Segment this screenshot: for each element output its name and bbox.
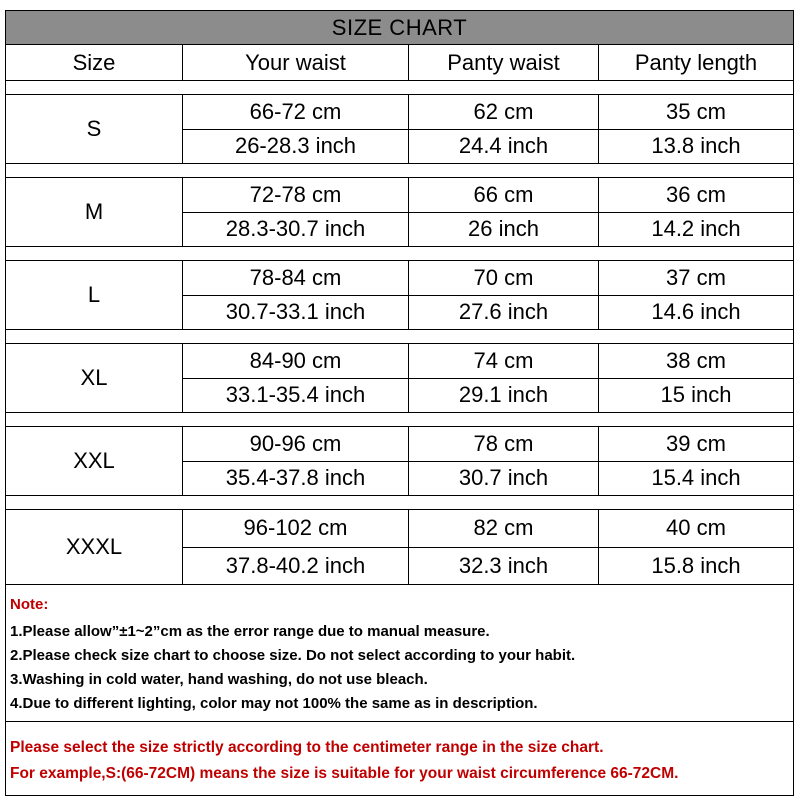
panty-length-cm: 37 cm (666, 264, 726, 290)
panty-waist-cm: 74 cm (409, 344, 599, 378)
inch-row (183, 130, 793, 164)
panty-length-cm: 40 cm (666, 515, 726, 541)
size-chart (5, 10, 794, 796)
row-separator (6, 164, 793, 178)
panty-length-cm: 36 cm (666, 181, 726, 207)
size-group-m (6, 178, 793, 247)
cm-row (183, 510, 793, 548)
panty-waist-inch: 29.1 inch (409, 379, 599, 413)
cm-row (183, 95, 793, 130)
panty-waist-cm: 66 cm (409, 178, 599, 212)
panty-waist-cm: 82 cm (409, 510, 599, 547)
inch-row (183, 548, 793, 585)
panty-length-inch: 14.6 inch (651, 299, 741, 325)
row-separator (6, 496, 793, 510)
panty-length-cm: 38 cm (666, 347, 726, 373)
your-waist-cm: 72-78 cm (183, 178, 409, 212)
size-group-xxl (6, 427, 793, 496)
your-waist-cm: 78-84 cm (183, 261, 409, 295)
row-separator (6, 413, 793, 427)
inch-row (183, 213, 793, 247)
your-waist-cm: 96-102 cm (183, 510, 409, 547)
chart-title: SIZE CHART (6, 11, 793, 45)
row-separator (6, 247, 793, 261)
warning-line: For example,S:(66-72CM) means the size is suitable for your waist circumference 66-72CM. (10, 765, 679, 782)
note-line: 2.Please check size chart to choose size. Do not select according to your habit. (10, 647, 576, 664)
inch-row (183, 379, 793, 413)
panty-waist-cm: 70 cm (409, 261, 599, 295)
your-waist-inch: 35.4-37.8 inch (183, 462, 409, 496)
notes-section (6, 586, 793, 722)
header-panty-waist: Panty waist (409, 45, 599, 80)
panty-length-inch: 15 inch (660, 382, 732, 408)
size-label: XL (6, 344, 183, 412)
panty-length-inch: 15.8 inch (651, 552, 741, 578)
row-separator (6, 81, 793, 95)
note-line: 1.Please allow”±1~2”cm as the error range due to manual measure. (10, 623, 490, 640)
cm-row (183, 261, 793, 296)
row-separator (6, 330, 793, 344)
cm-row (183, 178, 793, 213)
your-waist-inch: 33.1-35.4 inch (183, 379, 409, 413)
note-line: 4.Due to different lighting, color may not 100% the same as in description. (10, 695, 538, 712)
your-waist-cm: 84-90 cm (183, 344, 409, 378)
size-label: XXL (6, 427, 183, 495)
panty-waist-inch: 26 inch (409, 213, 599, 247)
your-waist-inch: 37.8-40.2 inch (183, 548, 409, 585)
panty-length-cm: 39 cm (666, 430, 726, 456)
size-label: XXXL (6, 510, 183, 584)
note-line: 3.Washing in cold water, hand washing, do not use bleach. (10, 671, 428, 688)
your-waist-inch: 26-28.3 inch (183, 130, 409, 164)
size-label: L (6, 261, 183, 329)
size-label: M (6, 178, 183, 246)
panty-length-cm: 35 cm (666, 98, 726, 124)
panty-length-inch: 15.4 inch (651, 465, 741, 491)
notes-title: Note: (10, 596, 49, 613)
size-group-s (6, 95, 793, 164)
your-waist-inch: 30.7-33.1 inch (183, 296, 409, 330)
size-label: S (6, 95, 183, 163)
inch-row (183, 462, 793, 496)
warning-section (10, 735, 790, 787)
size-group-xxxl (6, 510, 793, 585)
your-waist-inch: 28.3-30.7 inch (183, 213, 409, 247)
panty-waist-inch: 30.7 inch (409, 462, 599, 496)
cm-row (183, 427, 793, 462)
panty-waist-inch: 32.3 inch (409, 548, 599, 585)
your-waist-cm: 90-96 cm (183, 427, 409, 461)
inch-row (183, 296, 793, 330)
table-header (6, 45, 793, 81)
panty-waist-inch: 24.4 inch (409, 130, 599, 164)
panty-waist-inch: 27.6 inch (409, 296, 599, 330)
panty-length-inch: 14.2 inch (651, 216, 741, 242)
header-your-waist: Your waist (183, 45, 409, 80)
panty-waist-cm: 62 cm (409, 95, 599, 129)
cm-row (183, 344, 793, 379)
warning-line: Please select the size strictly according to the centimeter range in the size chart. (10, 739, 604, 756)
header-size: Size (6, 45, 183, 80)
size-group-l (6, 261, 793, 330)
size-group-xl (6, 344, 793, 413)
your-waist-cm: 66-72 cm (183, 95, 409, 129)
header-panty-length: Panty length (634, 49, 758, 75)
panty-waist-cm: 78 cm (409, 427, 599, 461)
panty-length-inch: 13.8 inch (651, 133, 741, 159)
